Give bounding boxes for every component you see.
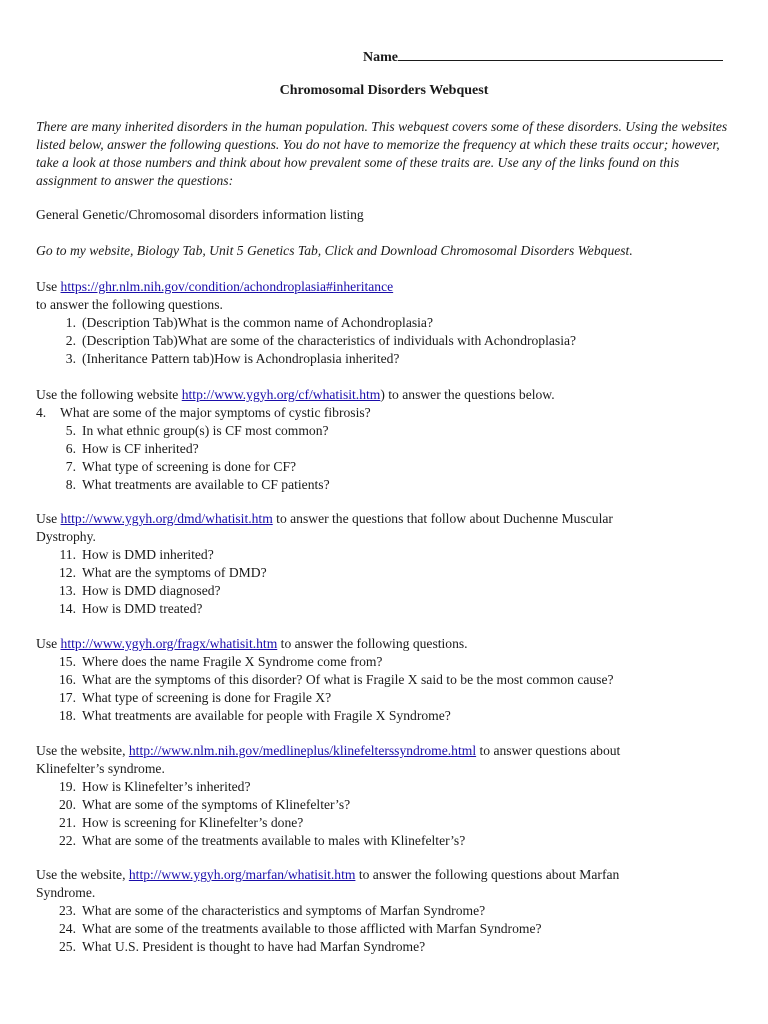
question-number: 24. [59, 921, 76, 936]
section-intro [36, 278, 736, 296]
question-text: What are the symptoms of this disorder? Of what is Fragile X said to be the most common cause? [82, 672, 614, 687]
section-intro-pre: Use [36, 279, 61, 294]
section-intro-post: ) to answer the questions below. [380, 387, 555, 402]
question-number: 17. [59, 690, 76, 705]
question-list [36, 422, 736, 494]
dmd-link[interactable]: http://www.ygyh.org/dmd/whatisit.htm [60, 511, 273, 526]
question-text: (Description Tab)What are some of the characteristics of individuals with Achondroplasia? [82, 333, 577, 348]
question-text: What treatments are available for people with Fragile X Syndrome? [82, 708, 451, 723]
name-label: Name [363, 50, 398, 65]
question-item [36, 707, 736, 725]
question-item [36, 653, 736, 671]
question-number: 6. [65, 441, 76, 456]
question-list [36, 314, 736, 368]
question-item [36, 796, 736, 814]
question-item [36, 350, 736, 368]
question-text: How is CF inherited? [82, 441, 199, 456]
question-text: How is DMD inherited? [82, 547, 214, 562]
section-klinefelter [36, 742, 736, 850]
question-number: 22. [59, 833, 76, 848]
question-text: What type of screening is done for CF? [82, 459, 297, 474]
question-number: 14. [59, 601, 76, 616]
question-text: (Description Tab)What is the common name of Achondroplasia? [82, 315, 434, 330]
question-item [36, 546, 736, 564]
question-number: 5. [65, 423, 76, 438]
question-list [36, 902, 736, 956]
section-intro-pre: Use the website, [36, 743, 129, 758]
section-intro-post: to answer the questions that follow about Duchenne Muscular [272, 511, 613, 526]
question-item [36, 689, 736, 707]
question-text: What are some of the symptoms of Klinefelter’s? [82, 797, 351, 812]
question-text: What treatments are available to CF patients? [82, 477, 330, 492]
question-item [36, 582, 736, 600]
question-text: What are some of the treatments available to males with Klinefelter’s? [82, 833, 466, 848]
intro-paragraph: There are many inherited disorders in the human population. This webquest covers some of these disorders. Using the websites listed below, answer the following questions. You do not have to memorize the frequency at which these traits occur; however, take a look at those numbers and think about how prevalent some of these traits are. Use any of the links found on this assignment to answer the questions: [36, 119, 728, 188]
question-item [36, 902, 736, 920]
question-text: How is Klinefelter’s inherited? [82, 779, 251, 794]
section-dmd [36, 510, 736, 618]
question-item [36, 564, 736, 582]
section-cystic-fibrosis [36, 386, 736, 494]
section-intro-post: to answer questions about [476, 743, 621, 758]
cf-link[interactable]: http://www.ygyh.org/cf/whatisit.htm [181, 387, 381, 402]
question-text: How is DMD diagnosed? [82, 583, 221, 598]
question-item [36, 314, 736, 332]
question-number: 3. [65, 351, 76, 366]
question-text: How is DMD treated? [82, 601, 203, 616]
question-item [36, 600, 736, 618]
section-marfan [36, 866, 736, 956]
question-number: 11. [59, 547, 76, 562]
question-number: 12. [59, 565, 76, 580]
section-intro [36, 510, 736, 528]
question-number: 21. [59, 815, 76, 830]
question-item [36, 404, 736, 422]
question-item [36, 832, 736, 850]
question-number: 16. [59, 672, 76, 687]
section-intro [36, 635, 736, 653]
section-intro-pre: Use the following website [36, 387, 182, 402]
question-number: 18. [59, 708, 76, 723]
question-item [36, 938, 736, 956]
question-item [36, 778, 736, 796]
question-number: 1. [65, 315, 76, 330]
section-intro [36, 386, 736, 404]
question-item [36, 440, 736, 458]
question-number: 15. [59, 654, 76, 669]
question-number: 25. [59, 939, 76, 954]
section-intro-continued: Dystrophy. [36, 529, 96, 544]
klinefelter-link[interactable]: http://www.nlm.nih.gov/medlineplus/klinefelterssyndrome.html [128, 743, 477, 758]
question-text: Where does the name Fragile X Syndrome come from? [82, 654, 383, 669]
section-intro-post: to answer the following questions. [36, 297, 223, 312]
name-blank-line[interactable] [398, 46, 723, 61]
achondroplasia-link[interactable]: https://ghr.nlm.nih.gov/condition/achondroplasia#inheritance [60, 279, 394, 294]
question-text: What U.S. President is thought to have had Marfan Syndrome? [82, 939, 426, 954]
question-text: In what ethnic group(s) is CF most common? [82, 423, 329, 438]
question-text: What type of screening is done for Fragile X? [82, 690, 332, 705]
page-title: Chromosomal Disorders Webquest [279, 83, 489, 98]
section-intro [36, 742, 736, 760]
name-field[interactable] [363, 46, 723, 67]
section-intro [36, 866, 736, 884]
section-intro-pre: Use [36, 511, 61, 526]
question-number: 7. [65, 459, 76, 474]
section-achondroplasia [36, 278, 736, 368]
question-item [36, 814, 736, 832]
question-number: 23. [59, 903, 76, 918]
section-intro-continued: Syndrome. [36, 885, 96, 900]
question-list [36, 778, 736, 850]
section-fragile-x [36, 635, 736, 725]
question-number: 2. [65, 333, 76, 348]
question-item [36, 671, 736, 689]
question-number: 13. [59, 583, 76, 598]
question-item [36, 458, 736, 476]
question-text: What are the symptoms of DMD? [82, 565, 267, 580]
fragx-link[interactable]: http://www.ygyh.org/fragx/whatisit.htm [60, 636, 278, 651]
question-number: 20. [59, 797, 76, 812]
question-text: What are some of the characteristics and symptoms of Marfan Syndrome? [82, 903, 486, 918]
question-number: 19. [59, 779, 76, 794]
section-intro-post: to answer the following questions. [277, 636, 468, 651]
section-intro-post: to answer the following questions about Marfan [355, 867, 620, 882]
question-item [36, 920, 736, 938]
question-text: What are some of the major symptoms of cystic fibrosis? [60, 405, 371, 420]
question-number: 8. [65, 477, 76, 492]
general-listing: General Genetic/Chromosomal disorders information listing [36, 207, 364, 222]
question-text: (Inheritance Pattern tab)How is Achondroplasia inherited? [82, 351, 400, 366]
question-item [36, 332, 736, 350]
section-intro-pre: Use the website, [36, 867, 129, 882]
question-text: What are some of the treatments available to those afflicted with Marfan Syndrome? [82, 921, 542, 936]
question-number: 4. [36, 405, 47, 420]
question-list [36, 546, 736, 618]
marfan-link[interactable]: http://www.ygyh.org/marfan/whatisit.htm [128, 867, 356, 882]
download-instructions: Go to my website, Biology Tab, Unit 5 Genetics Tab, Click and Download Chromosomal Disorders Webquest. [36, 243, 633, 258]
question-text: How is screening for Klinefelter’s done? [82, 815, 304, 830]
section-intro-continued: Klinefelter’s syndrome. [36, 761, 165, 776]
question-list [36, 653, 736, 725]
question-item [36, 476, 736, 494]
question-item [36, 422, 736, 440]
section-intro-pre: Use [36, 636, 61, 651]
